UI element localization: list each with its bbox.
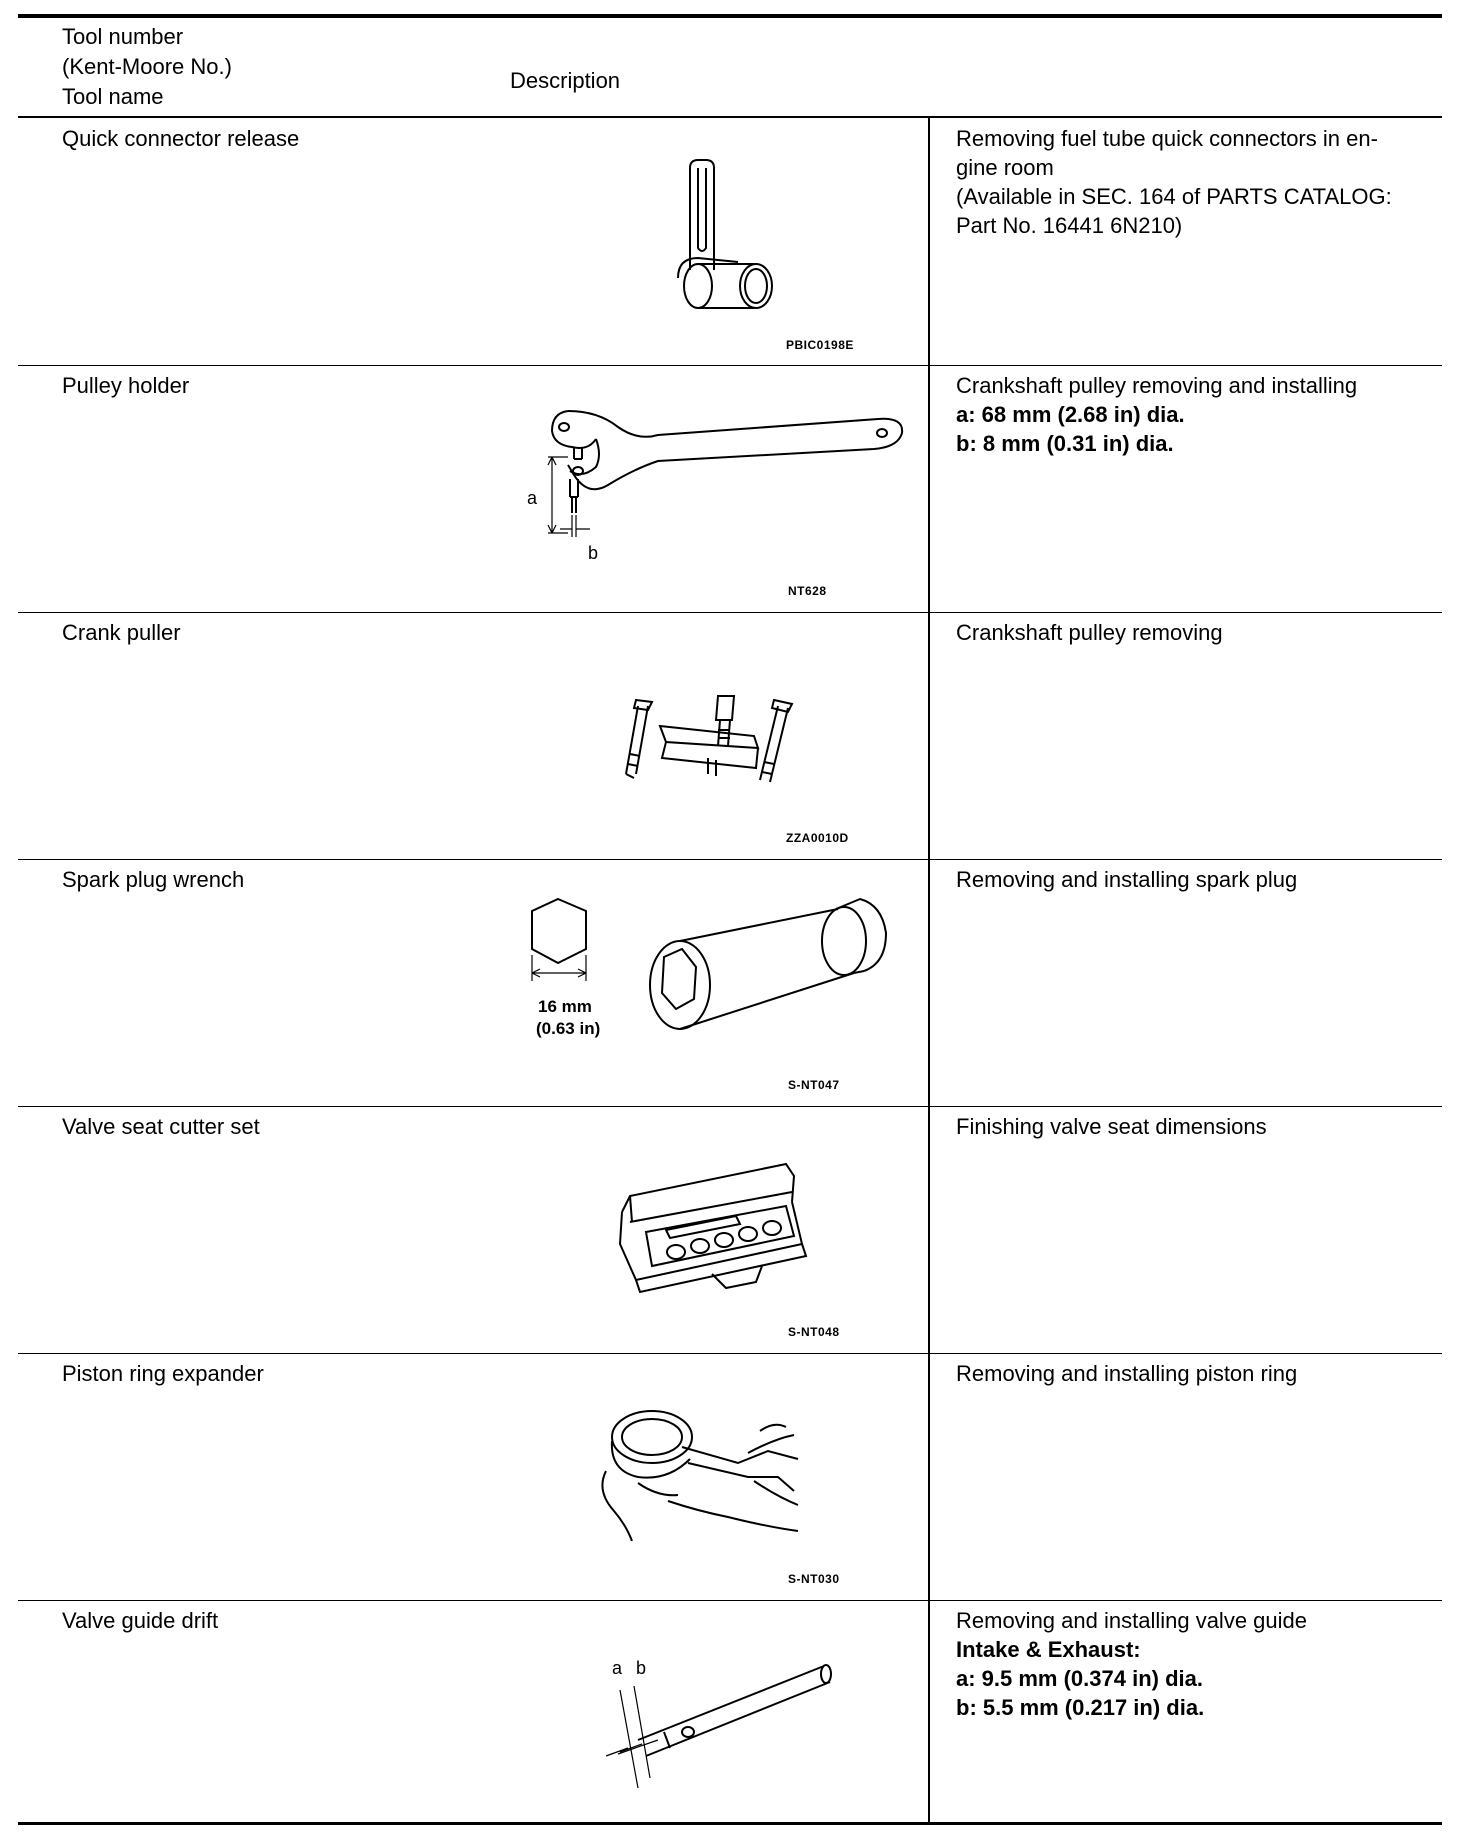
tool-name: Valve guide drift — [62, 1608, 219, 1633]
description-line: b: 5.5 mm (0.217 in) dia. — [956, 1695, 1205, 1720]
description-line: Removing and installing spark plug — [956, 867, 1298, 892]
column-divider — [928, 1106, 930, 1353]
header-tool-column — [62, 22, 232, 112]
description-line: (Available in SEC. 164 of PARTS CATALOG: — [956, 184, 1392, 209]
table-row — [18, 1353, 1442, 1601]
figure-code: S-NT047 — [788, 1078, 840, 1092]
tool-name: Spark plug wrench — [62, 867, 245, 892]
table-top-rule — [18, 14, 1442, 18]
tool-description — [956, 1359, 1436, 1388]
table-row — [18, 118, 1442, 366]
description-line: Crankshaft pulley removing — [956, 620, 1223, 645]
table-bottom-rule — [18, 1822, 1442, 1825]
tool-description — [956, 618, 1436, 647]
tool-description — [956, 1606, 1436, 1722]
dimension-value: 16 mm — [538, 997, 592, 1016]
column-divider — [928, 1353, 930, 1600]
table-row — [18, 365, 1442, 613]
tool-description — [956, 865, 1436, 894]
description-line: b: 8 mm (0.31 in) dia. — [956, 431, 1174, 456]
description-line: gine room — [956, 155, 1054, 180]
description-line: Intake & Exhaust: — [956, 1637, 1141, 1662]
description-line: a: 68 mm (2.68 in) dia. — [956, 402, 1185, 427]
description-line: Removing and installing piston ring — [956, 1361, 1298, 1386]
header-kent-moore: (Kent-Moore No.) — [62, 54, 232, 79]
tool-description — [956, 124, 1436, 240]
tool-description — [956, 1112, 1436, 1141]
table-row — [18, 1106, 1442, 1354]
tool-name: Quick connector release — [62, 126, 300, 151]
description-line: Finishing valve seat dimensions — [956, 1114, 1267, 1139]
tool-name: Piston ring expander — [62, 1361, 264, 1386]
description-line: Removing and installing valve guide — [956, 1608, 1307, 1633]
quick-connector-release-icon — [668, 158, 788, 318]
valve-seat-cutter-set-icon — [616, 1162, 816, 1302]
column-divider — [928, 612, 930, 859]
tool-name: Valve seat cutter set — [62, 1114, 260, 1139]
valve-guide-drift-icon — [598, 1660, 838, 1790]
dimension-label-a: a — [612, 1658, 623, 1678]
dimension-value-imperial: (0.63 in) — [536, 1019, 601, 1038]
description-line: Removing fuel tube quick connectors in en- — [956, 126, 1378, 151]
figure-code: S-NT048 — [788, 1325, 840, 1339]
table-row — [18, 612, 1442, 860]
description-line: Crankshaft pulley removing and installing — [956, 373, 1358, 398]
pulley-holder-icon — [538, 405, 908, 565]
header-description: Description — [510, 68, 621, 93]
tool-name: Crank puller — [62, 620, 181, 645]
tool-table — [18, 0, 1442, 1834]
figure-code: S-NT030 — [788, 1572, 840, 1586]
column-divider — [928, 118, 930, 365]
dimension-label-a: a — [527, 488, 538, 508]
description-line: Part No. 16441 6N210) — [956, 213, 1183, 238]
column-divider — [928, 859, 930, 1106]
crank-puller-icon — [608, 690, 828, 800]
piston-ring-expander-icon — [598, 1401, 818, 1541]
figure-code: ZZA0010D — [786, 831, 849, 845]
tool-description — [956, 371, 1436, 458]
figure-code: PBIC0198E — [786, 338, 854, 352]
header-tool-number: Tool number — [62, 24, 184, 49]
column-divider — [928, 365, 930, 612]
dimension-label-b: b — [636, 1658, 647, 1678]
table-row — [18, 1600, 1442, 1822]
description-line: a: 9.5 mm (0.374 in) dia. — [956, 1666, 1203, 1691]
table-row — [18, 859, 1442, 1107]
column-divider — [928, 1600, 930, 1822]
figure-code: NT628 — [788, 584, 827, 598]
tool-name: Pulley holder — [62, 373, 190, 398]
dimension-label-b: b — [588, 543, 599, 563]
header-tool-name: Tool name — [62, 84, 164, 109]
